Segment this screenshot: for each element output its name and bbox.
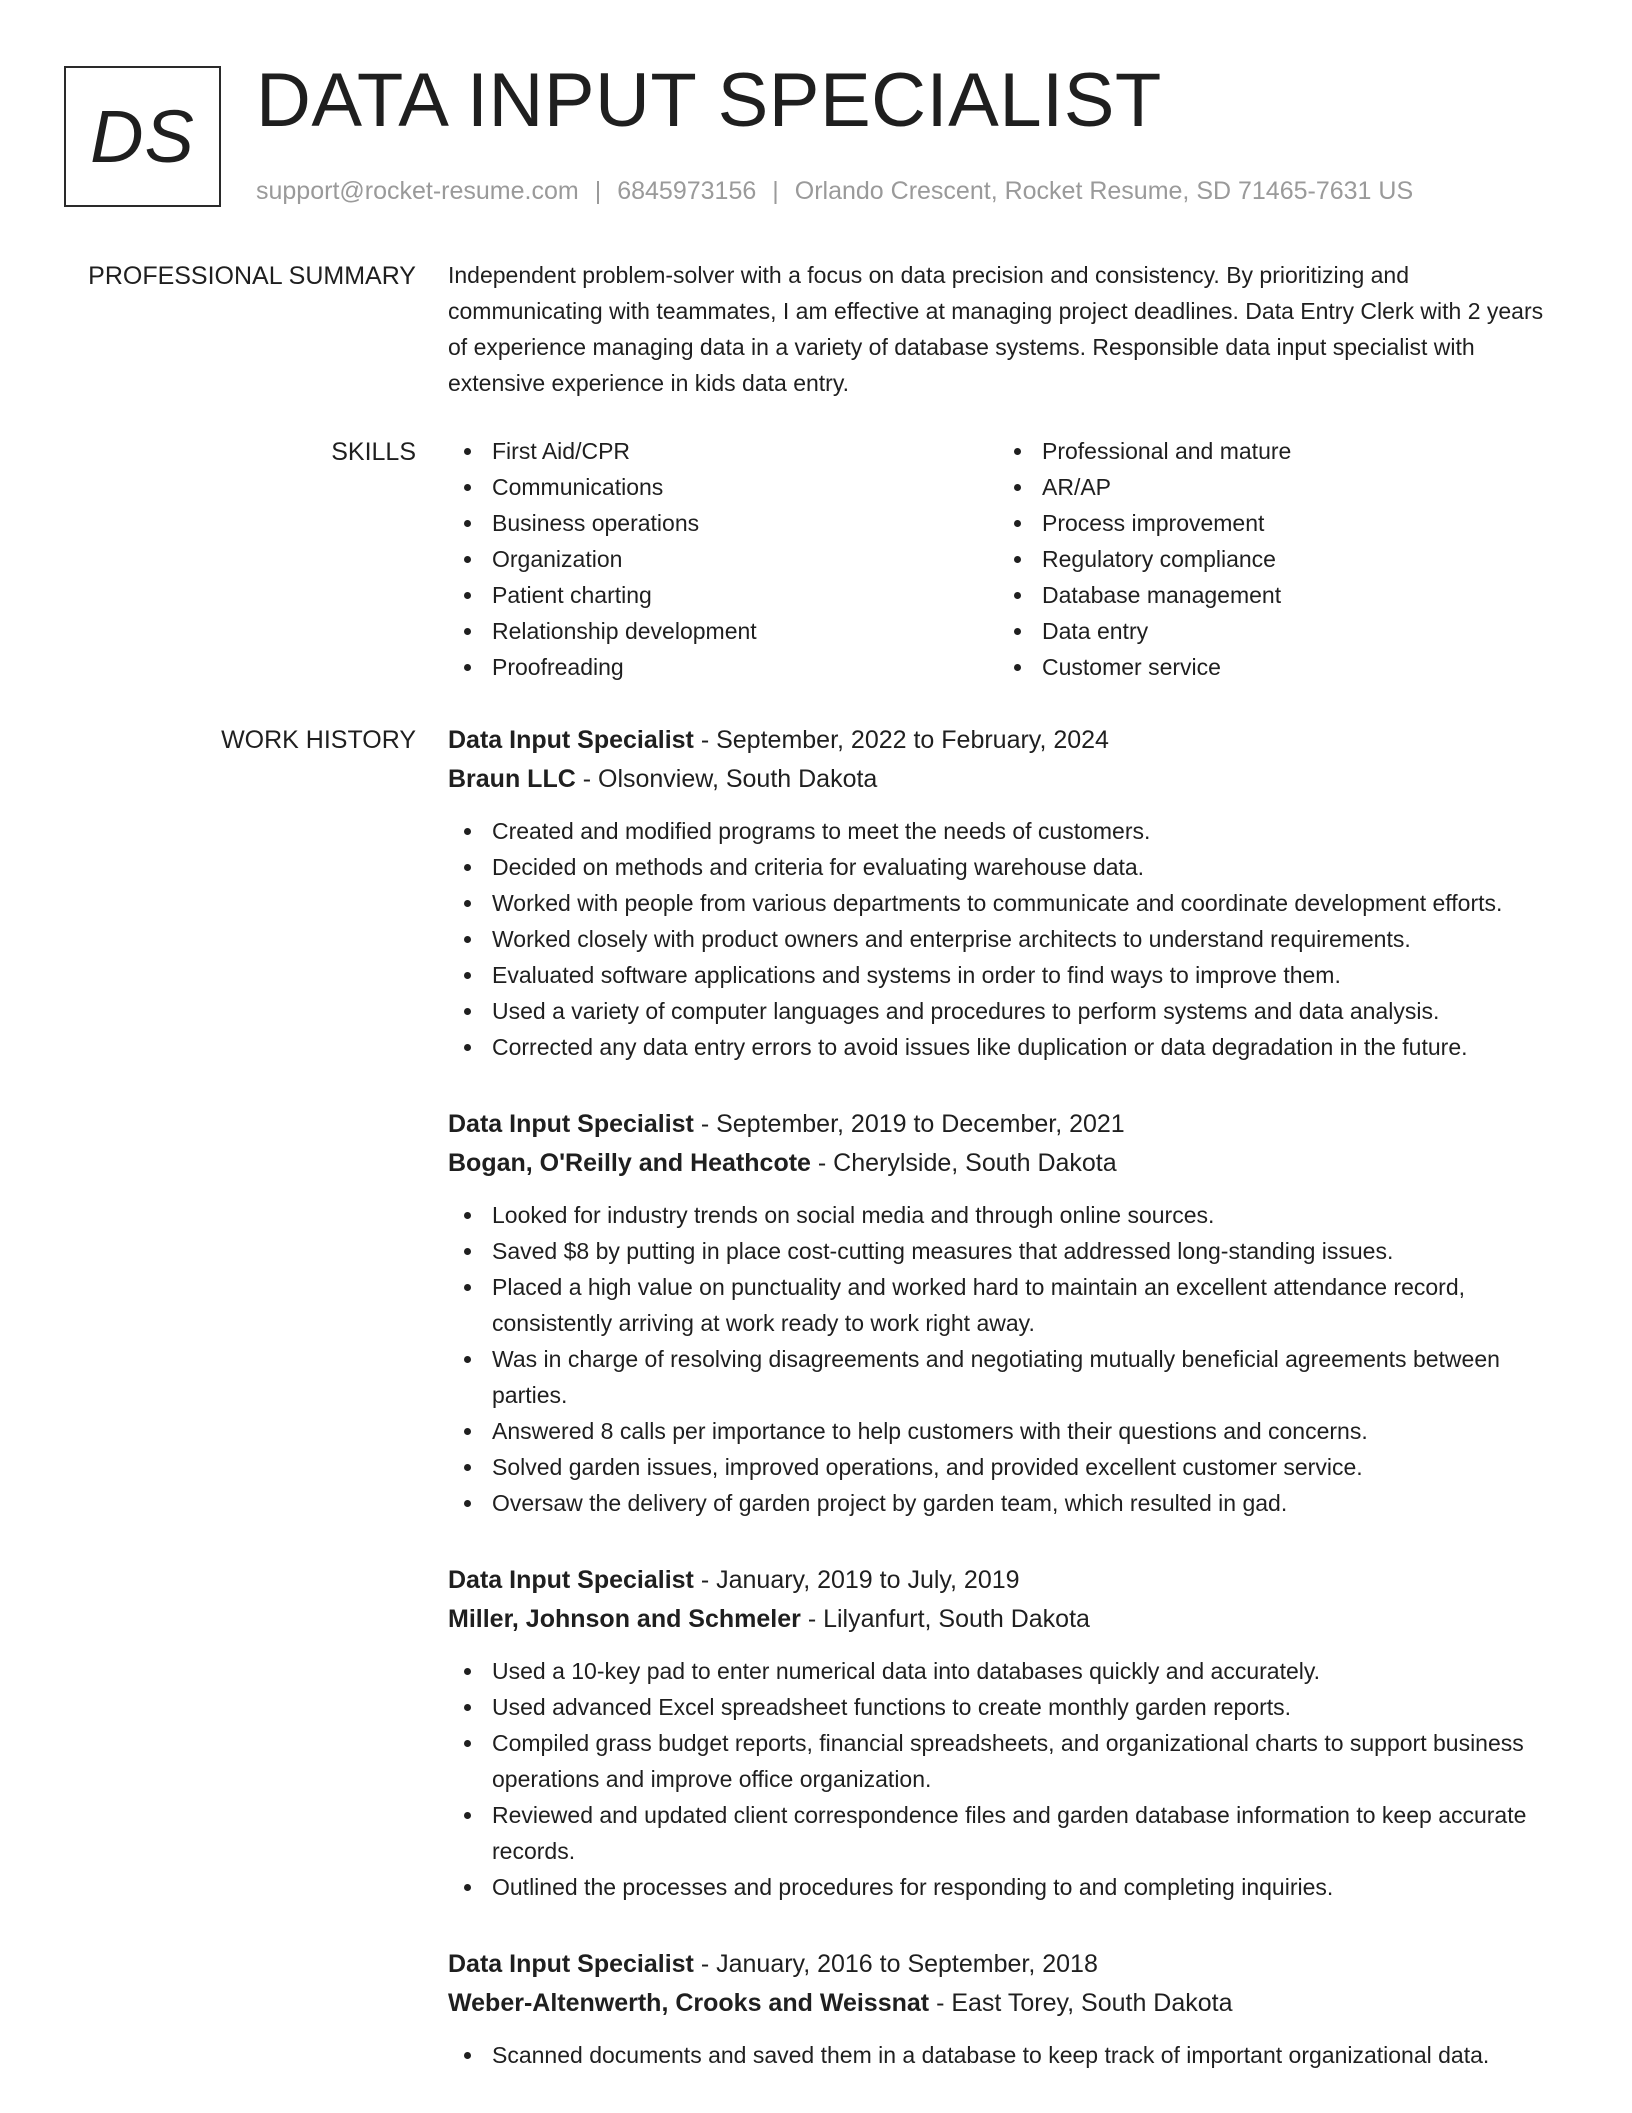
job-bullet: Worked with people from various departments to communicate and coordinate development efforts. — [448, 885, 1558, 921]
job-company: Bogan, O'Reilly and Heathcote — [448, 1149, 811, 1177]
contact-email: support@rocket-resume.com — [256, 177, 579, 205]
job-entry — [448, 1561, 1558, 1905]
skill-item: Communications — [448, 469, 998, 505]
job-title: Data Input Specialist — [448, 1950, 694, 1978]
contact-separator: | — [594, 177, 602, 205]
job-bullet: Decided on methods and criteria for evaluating warehouse data. — [448, 849, 1558, 885]
job-bullet: Outlined the processes and procedures for responding to and completing inquiries. — [448, 1869, 1558, 1905]
job-bullet: Used a 10-key pad to enter numerical data into databases quickly and accurately. — [448, 1653, 1558, 1689]
skill-item: Organization — [448, 541, 998, 577]
job-bullet: Oversaw the delivery of garden project by garden team, which resulted in gad. — [448, 1485, 1558, 1521]
contact-line — [256, 176, 1413, 206]
job-bullet: Used a variety of computer languages and procedures to perform systems and data analysis. — [448, 993, 1558, 1029]
resume-title: DATA INPUT SPECIALIST — [256, 58, 1162, 143]
skill-item: Patient charting — [448, 577, 998, 613]
job-title: Data Input Specialist — [448, 1566, 694, 1594]
skill-item: Relationship development — [448, 613, 998, 649]
contact-phone: 6845973156 — [617, 177, 757, 205]
job-bullets — [448, 1653, 1558, 1905]
job-title: Data Input Specialist — [448, 726, 694, 754]
job-location: - East Torey, South Dakota — [929, 1989, 1233, 2017]
job-bullet: Compiled grass budget reports, financial spreadsheets, and organizational charts to support business operations and improve office organization. — [448, 1725, 1558, 1797]
job-bullet: Was in charge of resolving disagreements and negotiating mutually beneficial agreements between parties. — [448, 1341, 1558, 1413]
job-entry — [448, 721, 1558, 1065]
job-title: Data Input Specialist — [448, 1110, 694, 1138]
monogram-box — [64, 66, 221, 207]
job-entry — [448, 1945, 1558, 2073]
job-bullet: Evaluated software applications and systems in order to find ways to improve them. — [448, 957, 1558, 993]
job-dates: - September, 2019 to December, 2021 — [693, 1110, 1125, 1138]
summary-heading: PROFESSIONAL SUMMARY — [88, 262, 416, 290]
job-dates: - January, 2016 to September, 2018 — [693, 1950, 1098, 1978]
skill-item: First Aid/CPR — [448, 433, 998, 469]
job-bullets — [448, 813, 1558, 1065]
skill-item: Process improvement — [998, 505, 1548, 541]
contact-address: Orlando Crescent, Rocket Resume, SD 71465-7631 US — [794, 177, 1414, 205]
job-company: Braun LLC — [448, 765, 576, 793]
job-bullet: Answered 8 calls per importance to help customers with their questions and concerns. — [448, 1413, 1558, 1449]
job-bullet: Looked for industry trends on social media and through online sources. — [448, 1197, 1558, 1233]
job-bullet: Placed a high value on punctuality and worked hard to maintain an excellent attendance record, consistently arriving at work ready to work right away. — [448, 1269, 1558, 1341]
job-location: - Cherylside, South Dakota — [810, 1149, 1117, 1177]
skill-item: Business operations — [448, 505, 998, 541]
skills-list-left — [448, 433, 998, 685]
skill-item: Regulatory compliance — [998, 541, 1548, 577]
job-bullet: Scanned documents and saved them in a database to keep track of important organizational data. — [448, 2037, 1558, 2073]
skill-item: Data entry — [998, 613, 1548, 649]
job-location: - Olsonview, South Dakota — [575, 765, 878, 793]
job-bullet: Solved garden issues, improved operations, and provided excellent customer service. — [448, 1449, 1558, 1485]
job-bullet: Worked closely with product owners and enterprise architects to understand requirements. — [448, 921, 1558, 957]
contact-separator: | — [772, 177, 779, 205]
skills-heading: SKILLS — [331, 438, 416, 466]
job-dates: - September, 2022 to February, 2024 — [693, 726, 1109, 754]
job-bullet: Saved $8 by putting in place cost-cutting measures that addressed long-standing issues. — [448, 1233, 1558, 1269]
job-bullets — [448, 2037, 1558, 2073]
job-entry — [448, 1105, 1558, 1521]
monogram-initials: DS — [90, 95, 195, 178]
job-company: Miller, Johnson and Schmeler — [448, 1605, 801, 1633]
skill-item: Database management — [998, 577, 1548, 613]
job-location: - Lilyanfurt, South Dakota — [800, 1605, 1090, 1633]
skill-item: Proofreading — [448, 649, 998, 685]
job-bullets — [448, 1197, 1558, 1521]
job-bullet: Reviewed and updated client correspondence files and garden database information to keep accurate records. — [448, 1797, 1558, 1869]
job-bullet: Created and modified programs to meet the needs of customers. — [448, 813, 1558, 849]
job-bullet: Corrected any data entry errors to avoid issues like duplication or data degradation in the future. — [448, 1029, 1558, 1065]
skill-item: Customer service — [998, 649, 1548, 685]
summary-text: Independent problem-solver with a focus on data precision and consistency. By prioritizing and communicating with teammates, I am effective at managing project deadlines. Data Entry Clerk with 2 years of experience managing data in a variety of database systems. Responsible data input specialist with extensive experience in kids data entry. — [448, 262, 1544, 396]
skill-item: Professional and mature — [998, 433, 1548, 469]
job-dates: - January, 2019 to July, 2019 — [693, 1566, 1020, 1594]
skill-item: AR/AP — [998, 469, 1548, 505]
job-company: Weber-Altenwerth, Crooks and Weissnat — [448, 1989, 930, 2017]
job-bullet: Used advanced Excel spreadsheet functions to create monthly garden reports. — [448, 1689, 1558, 1725]
skills-list-right — [998, 433, 1548, 685]
work-history-heading: WORK HISTORY — [221, 726, 416, 754]
